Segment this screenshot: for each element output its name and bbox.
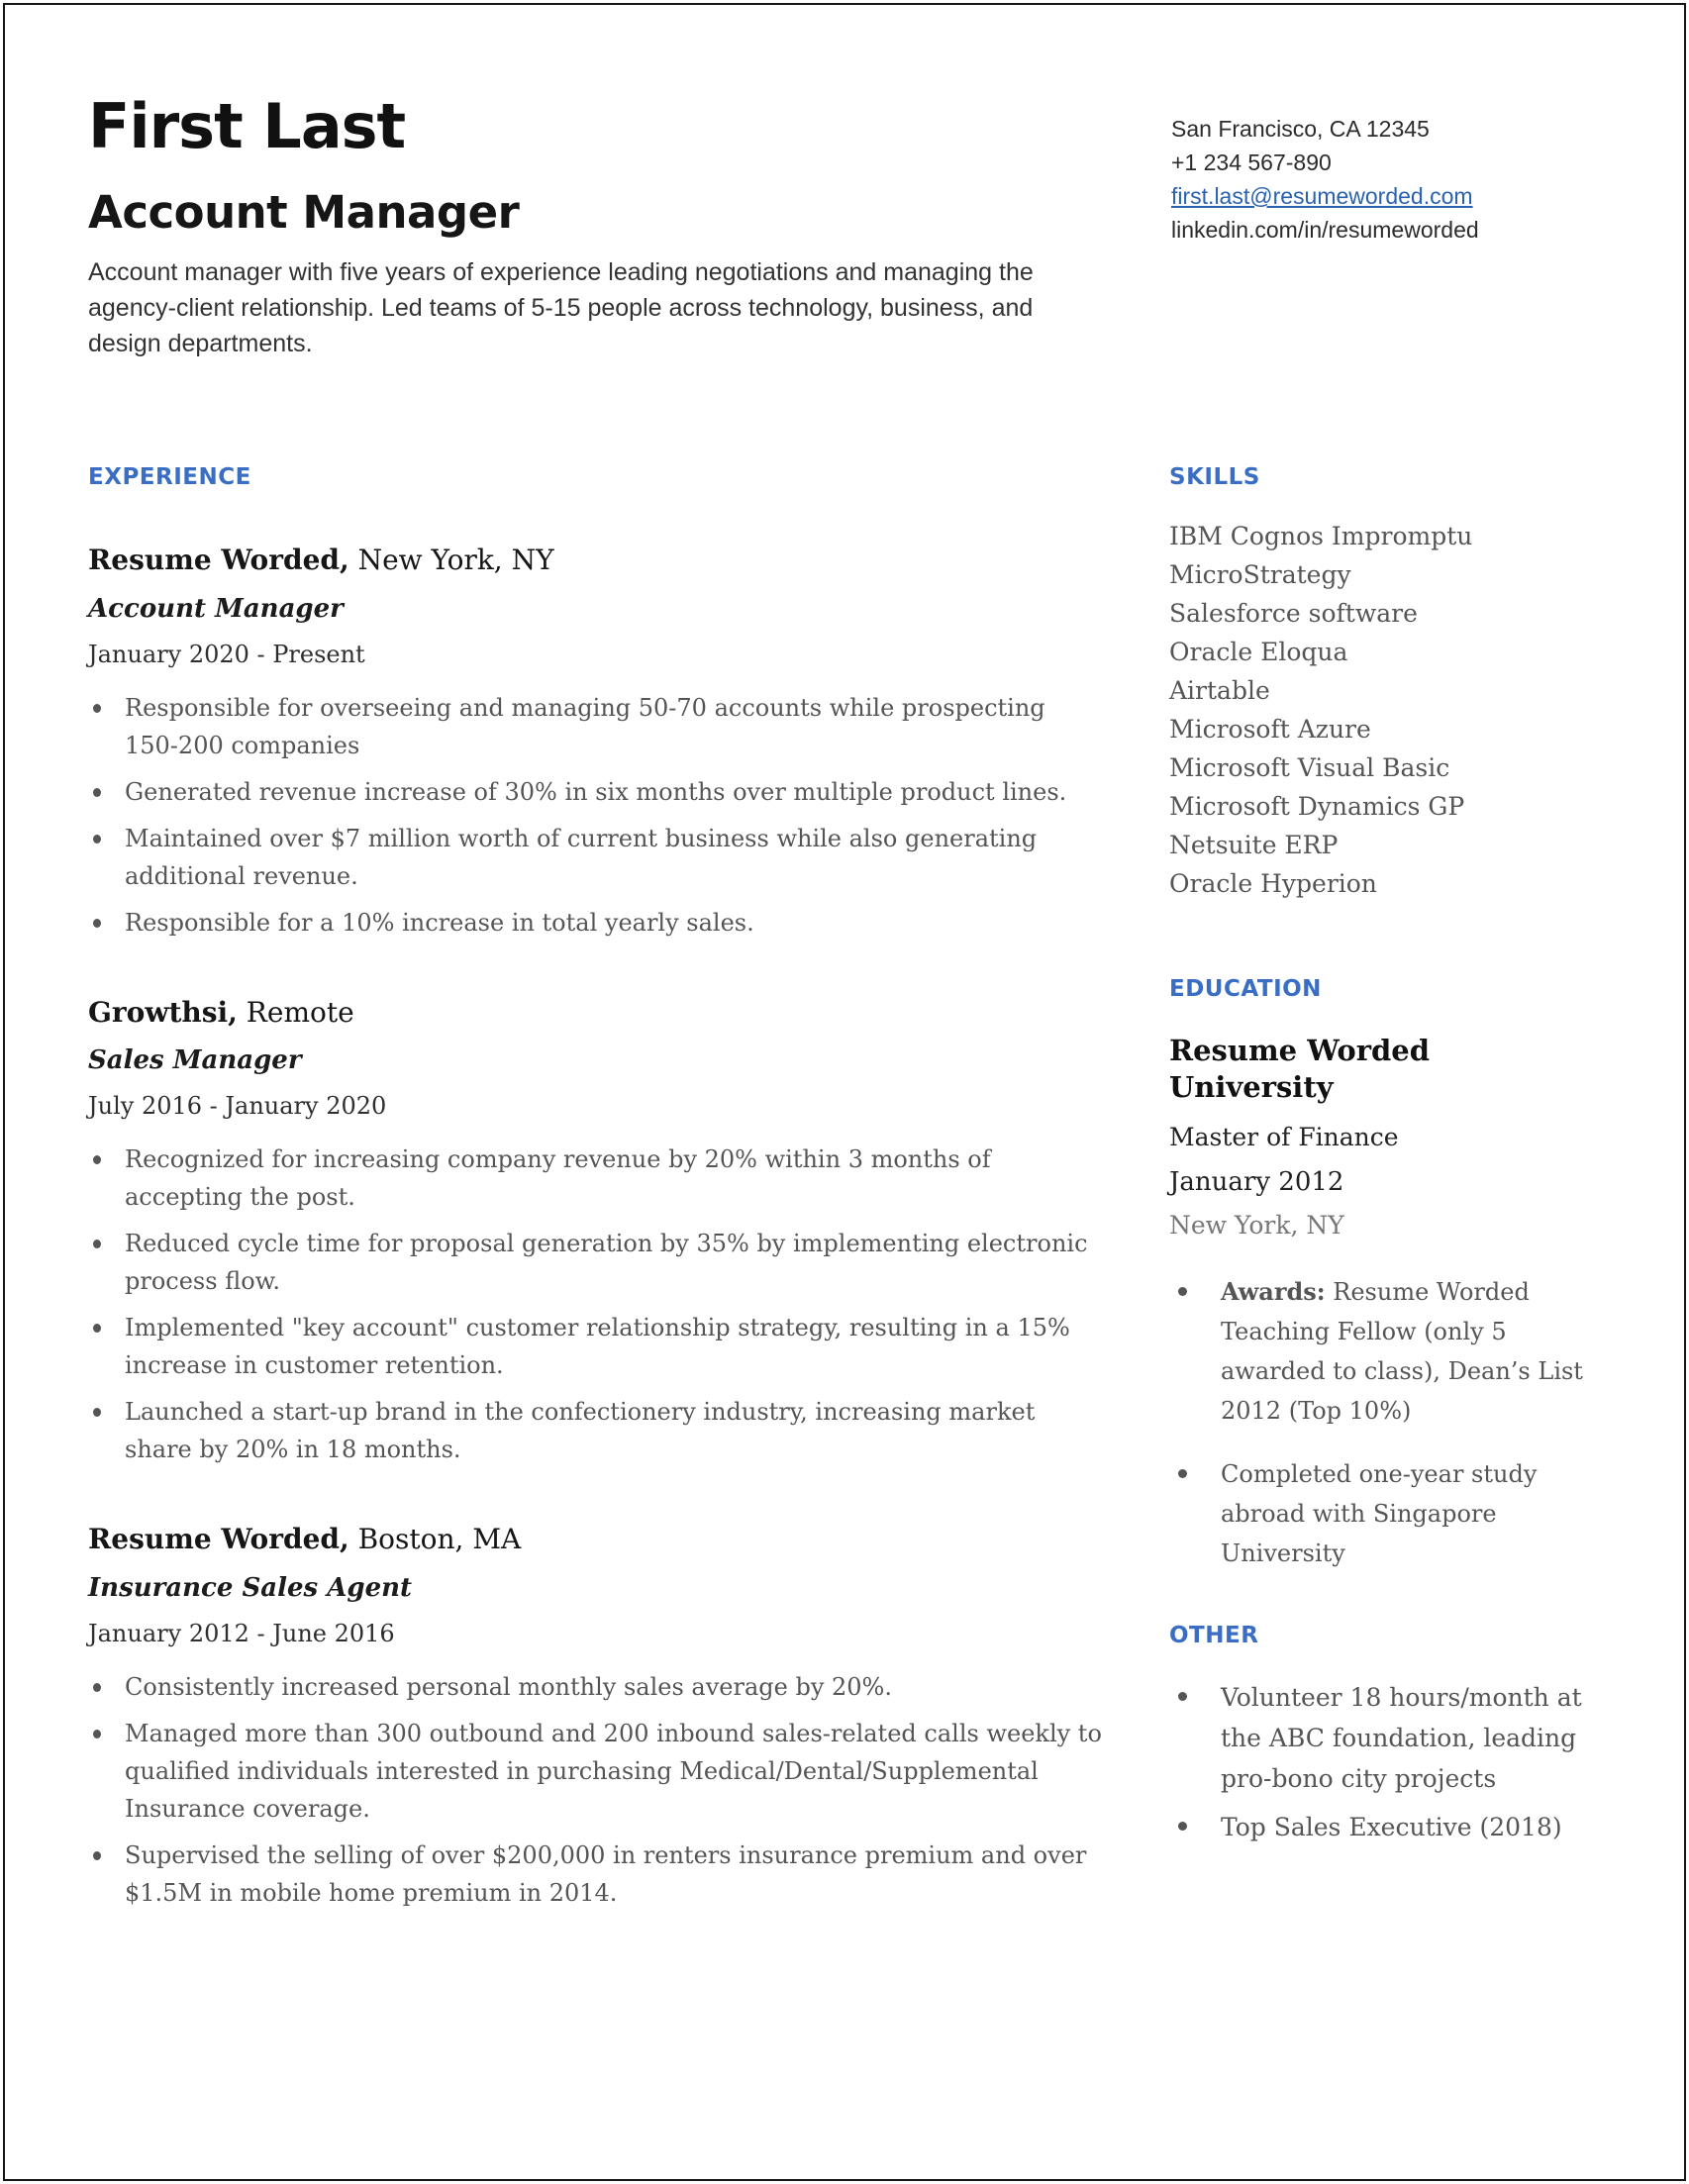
school-name: Resume Worded University (1169, 1034, 1431, 1104)
bullet-text: Resume Worded Teaching Fellow (only 5 awarded to class), Dean’s List 2012 (Top 10%) (1221, 1278, 1583, 1426)
skills-list (1169, 517, 1605, 903)
contact-block (1171, 96, 1605, 247)
sidebar-column (1169, 466, 1605, 1921)
other-bullet: Volunteer 18 hours/month at the ABC foundation, leading pro-bono city projects (1169, 1677, 1585, 1799)
job-bullet: Generated revenue increase of 30% in six months over multiple product lines. (88, 773, 1104, 811)
job-entry (88, 544, 1104, 942)
resume-page (3, 3, 1686, 2181)
contact-email-row (1171, 179, 1605, 213)
summary-text: Account manager with five years of experience leading negotiations and managing the agency-client relationship. Led teams of 5-15 people across technology, business, and design departments. (88, 258, 1034, 357)
job-bullet: Managed more than 300 outbound and 200 inbound sales-related calls weekly to qualified individuals interested in purchasing Medical/Dental/Supplemental Insurance coverage. (88, 1715, 1104, 1828)
education-section (1169, 978, 1605, 1573)
skill-item: IBM Cognos Impromptu (1169, 522, 1473, 550)
contact-phone: +1 234 567-890 (1171, 149, 1332, 175)
person-job-title: Account Manager (88, 186, 520, 239)
skill-item: Microsoft Dynamics GP (1169, 792, 1465, 821)
position-title: Insurance Sales Agent (88, 1572, 413, 1603)
other-heading: OTHER (1169, 1623, 1259, 1649)
skills-heading: SKILLS (1169, 464, 1260, 490)
bullet-text: Completed one-year study abroad with Singapore University (1221, 1460, 1538, 1568)
job-bullet-list (88, 1668, 1104, 1912)
contact-linkedin: linkedin.com/in/resumeworded (1171, 217, 1479, 243)
position-dates: January 2012 - June 2016 (88, 1619, 395, 1647)
job-bullet: Consistently increased personal monthly sales average by 20%. (88, 1668, 1104, 1706)
header (88, 90, 1605, 361)
education-bullet (1169, 1454, 1585, 1573)
other-bullet: Top Sales Executive (2018) (1169, 1807, 1585, 1847)
job-bullet: Responsible for overseeing and managing 50-70 accounts while prospecting 150-200 companies (88, 689, 1104, 764)
education-heading: EDUCATION (1169, 976, 1322, 1002)
other-bullet-list (1169, 1677, 1605, 1847)
job-bullet: Reduced cycle time for proposal generation by 35% by implementing electronic process flow. (88, 1225, 1104, 1300)
contact-email-link[interactable]: first.last@resumeworded.com (1171, 183, 1473, 209)
contact-location: San Francisco, CA 12345 (1171, 116, 1430, 142)
skill-item: Oracle Eloqua (1169, 638, 1348, 666)
education-date: January 2012 (1169, 1167, 1344, 1197)
skill-item: Oracle Hyperion (1169, 869, 1377, 898)
other-section (1169, 1625, 1605, 1847)
skill-item: Microsoft Azure (1169, 715, 1371, 744)
job-entry (88, 996, 1104, 1469)
job-company-line (88, 1523, 1104, 1556)
job-bullet: Maintained over $7 million worth of current business while also generating additional revenue. (88, 820, 1104, 895)
position-dates: January 2020 - Present (88, 640, 365, 668)
company-location: New York, NY (357, 544, 554, 576)
resume-content (5, 5, 1684, 1921)
skill-item: Airtable (1169, 676, 1270, 705)
skill-item: Salesforce software (1169, 599, 1418, 628)
skill-item: Netsuite ERP (1169, 831, 1339, 859)
job-bullet: Implemented "key account" customer relationship strategy, resulting in a 15% increase in customer retention. (88, 1309, 1104, 1384)
company-location: Boston, MA (357, 1523, 522, 1556)
job-bullet: Responsible for a 10% increase in total yearly sales. (88, 904, 1104, 942)
job-bullet: Recognized for increasing company revenue by 20% within 3 months of accepting the post. (88, 1141, 1104, 1216)
education-bullet (1169, 1272, 1585, 1431)
job-company-line (88, 544, 1104, 577)
experience-column (88, 466, 1169, 1921)
company-name: Resume Worded, (88, 1523, 349, 1556)
position-title: Sales Manager (88, 1045, 302, 1076)
experience-heading: EXPERIENCE (88, 464, 251, 490)
job-bullet-list (88, 689, 1104, 942)
position-dates: July 2016 - January 2020 (88, 1092, 387, 1121)
company-name: Resume Worded, (88, 544, 349, 576)
degree: Master of Finance (1169, 1123, 1399, 1151)
header-identity (88, 90, 1090, 361)
job-bullet-list (88, 1141, 1104, 1468)
two-column-body (88, 466, 1605, 1921)
skill-item: Microsoft Visual Basic (1169, 753, 1450, 782)
education-location: New York, NY (1169, 1211, 1344, 1241)
company-name: Growthsi, (88, 995, 238, 1029)
job-bullet: Launched a start-up brand in the confectionery industry, increasing market share by 20% in 18 months. (88, 1393, 1104, 1468)
job-bullet: Supervised the selling of over $200,000 in renters insurance premium and over $1.5M in mobile home premium in 2014. (88, 1837, 1104, 1912)
skill-item: MicroStrategy (1169, 560, 1351, 589)
company-location: Remote (246, 995, 354, 1029)
bullet-bold-label: Awards: (1221, 1277, 1326, 1307)
person-name: First Last (88, 90, 406, 162)
position-title: Account Manager (88, 593, 344, 624)
education-bullet-list (1169, 1272, 1605, 1573)
job-entry (88, 1523, 1104, 1912)
job-company-line (88, 996, 1104, 1030)
